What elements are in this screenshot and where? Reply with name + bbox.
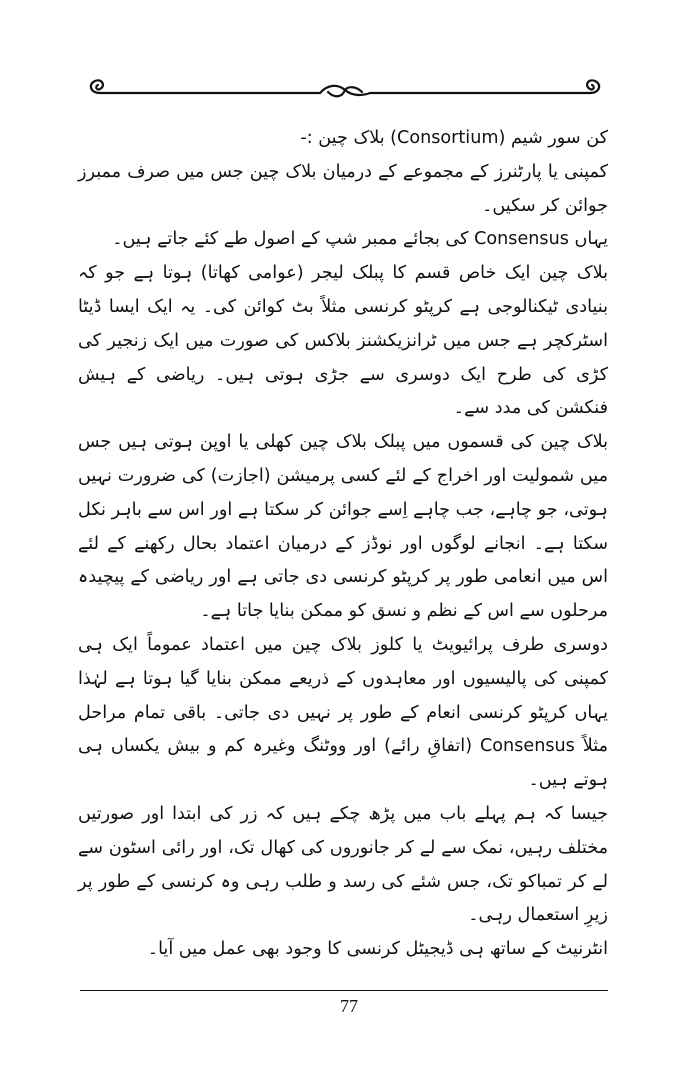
footer-rule — [80, 990, 608, 991]
paragraph: یہاں Consensus کی بجائے ممبر شپ کے اصول طے کئے جاتے ہیں۔ — [112, 229, 608, 250]
section-heading: کن سور شیم (Consortium) بلاک چین :- — [300, 128, 608, 148]
paragraph: بلاک چین ایک خاص قسم کا پبلک لیجر (عوامی کھاتا) ہوتا ہے جو کہ بنیادی ٹیکنالوجی ہے کرپٹو کرنسی مثلاً بٹ کوائن کی۔ یہ ایک ایسا ڈیٹا اسٹرکچر ہے جس میں ٹرانزیکشنز بلاکس کی صورت میں ایک زنجیر کی کڑی کی طرح ایک دوسری سے جڑی ہوتی ہیں۔ ریاضی کے ہیش فنکشن کی مدد سے۔ — [78, 263, 608, 419]
header-ornament — [80, 62, 610, 110]
paragraph: دوسری طرف پرائیویٹ یا کلوز بلاک چین میں اعتماد عموماً ایک ہی کمپنی کی پالیسیوں اور معاہدوں کے ذریعے ممکن بنایا گیا ہوتا ہے لہٰذا یہاں کرپٹو کرنسی انعام کے طور پر نہیں دی جاتی۔ باقی تمام مراحل مثلاً Consensus (اتفاقِ رائے) اور ووٹنگ وغیرہ کم و بیش یکساں ہی ہوتے ہیں۔ — [78, 634, 608, 791]
paragraph: جیسا کہ ہم پہلے باب میں پڑھ چکے ہیں کہ زر کی ابتدا اور صورتیں مختلف رہیں، نمک سے لے کر جانوروں کی کھال تک، اور رائی اسٹون سے لے کر تمباکو تک، جس شئے کی رسد و طلب رہی وہ کرنسی کے طور پر زیرِ استعمال رہی۔ — [78, 803, 608, 926]
paragraph: بلاک چین کی قسموں میں پبلک بلاک چین کھلی یا اوپن ہوتی ہیں جس میں شمولیت اور اخراج کے لئے کسی پرمیشن (اجازت) کی ضرورت نہیں ہوتی، جو چاہے، جب چاہے اِسے جوائن کر سکتا ہے اور اس سے باہر نکل سکتا ہے۔ انجانے لوگوں اور نوڈز کے درمیان اعتماد بحال رکھنے کے لئے اس میں انعامی طور پر کرپٹو کرنسی دی جاتی ہے اور ریاضی کے پیچیدہ مرحلوں سے اس کے نظم و نسق کو ممکن بنایا جاتا ہے۔ — [78, 432, 608, 622]
paragraph: کمپنی یا پارٹنرز کے مجموعے کے درمیان بلاک چین جس میں صرف ممبرز جوائن کر سکیں۔ — [78, 161, 608, 216]
paragraph: انٹرنیٹ کے ساتھ ہی ڈیجیٹل کرنسی کا وجود بھی عمل میں آیا۔ — [147, 939, 608, 960]
page-number: 77 — [340, 996, 358, 1016]
page-body — [78, 122, 608, 962]
